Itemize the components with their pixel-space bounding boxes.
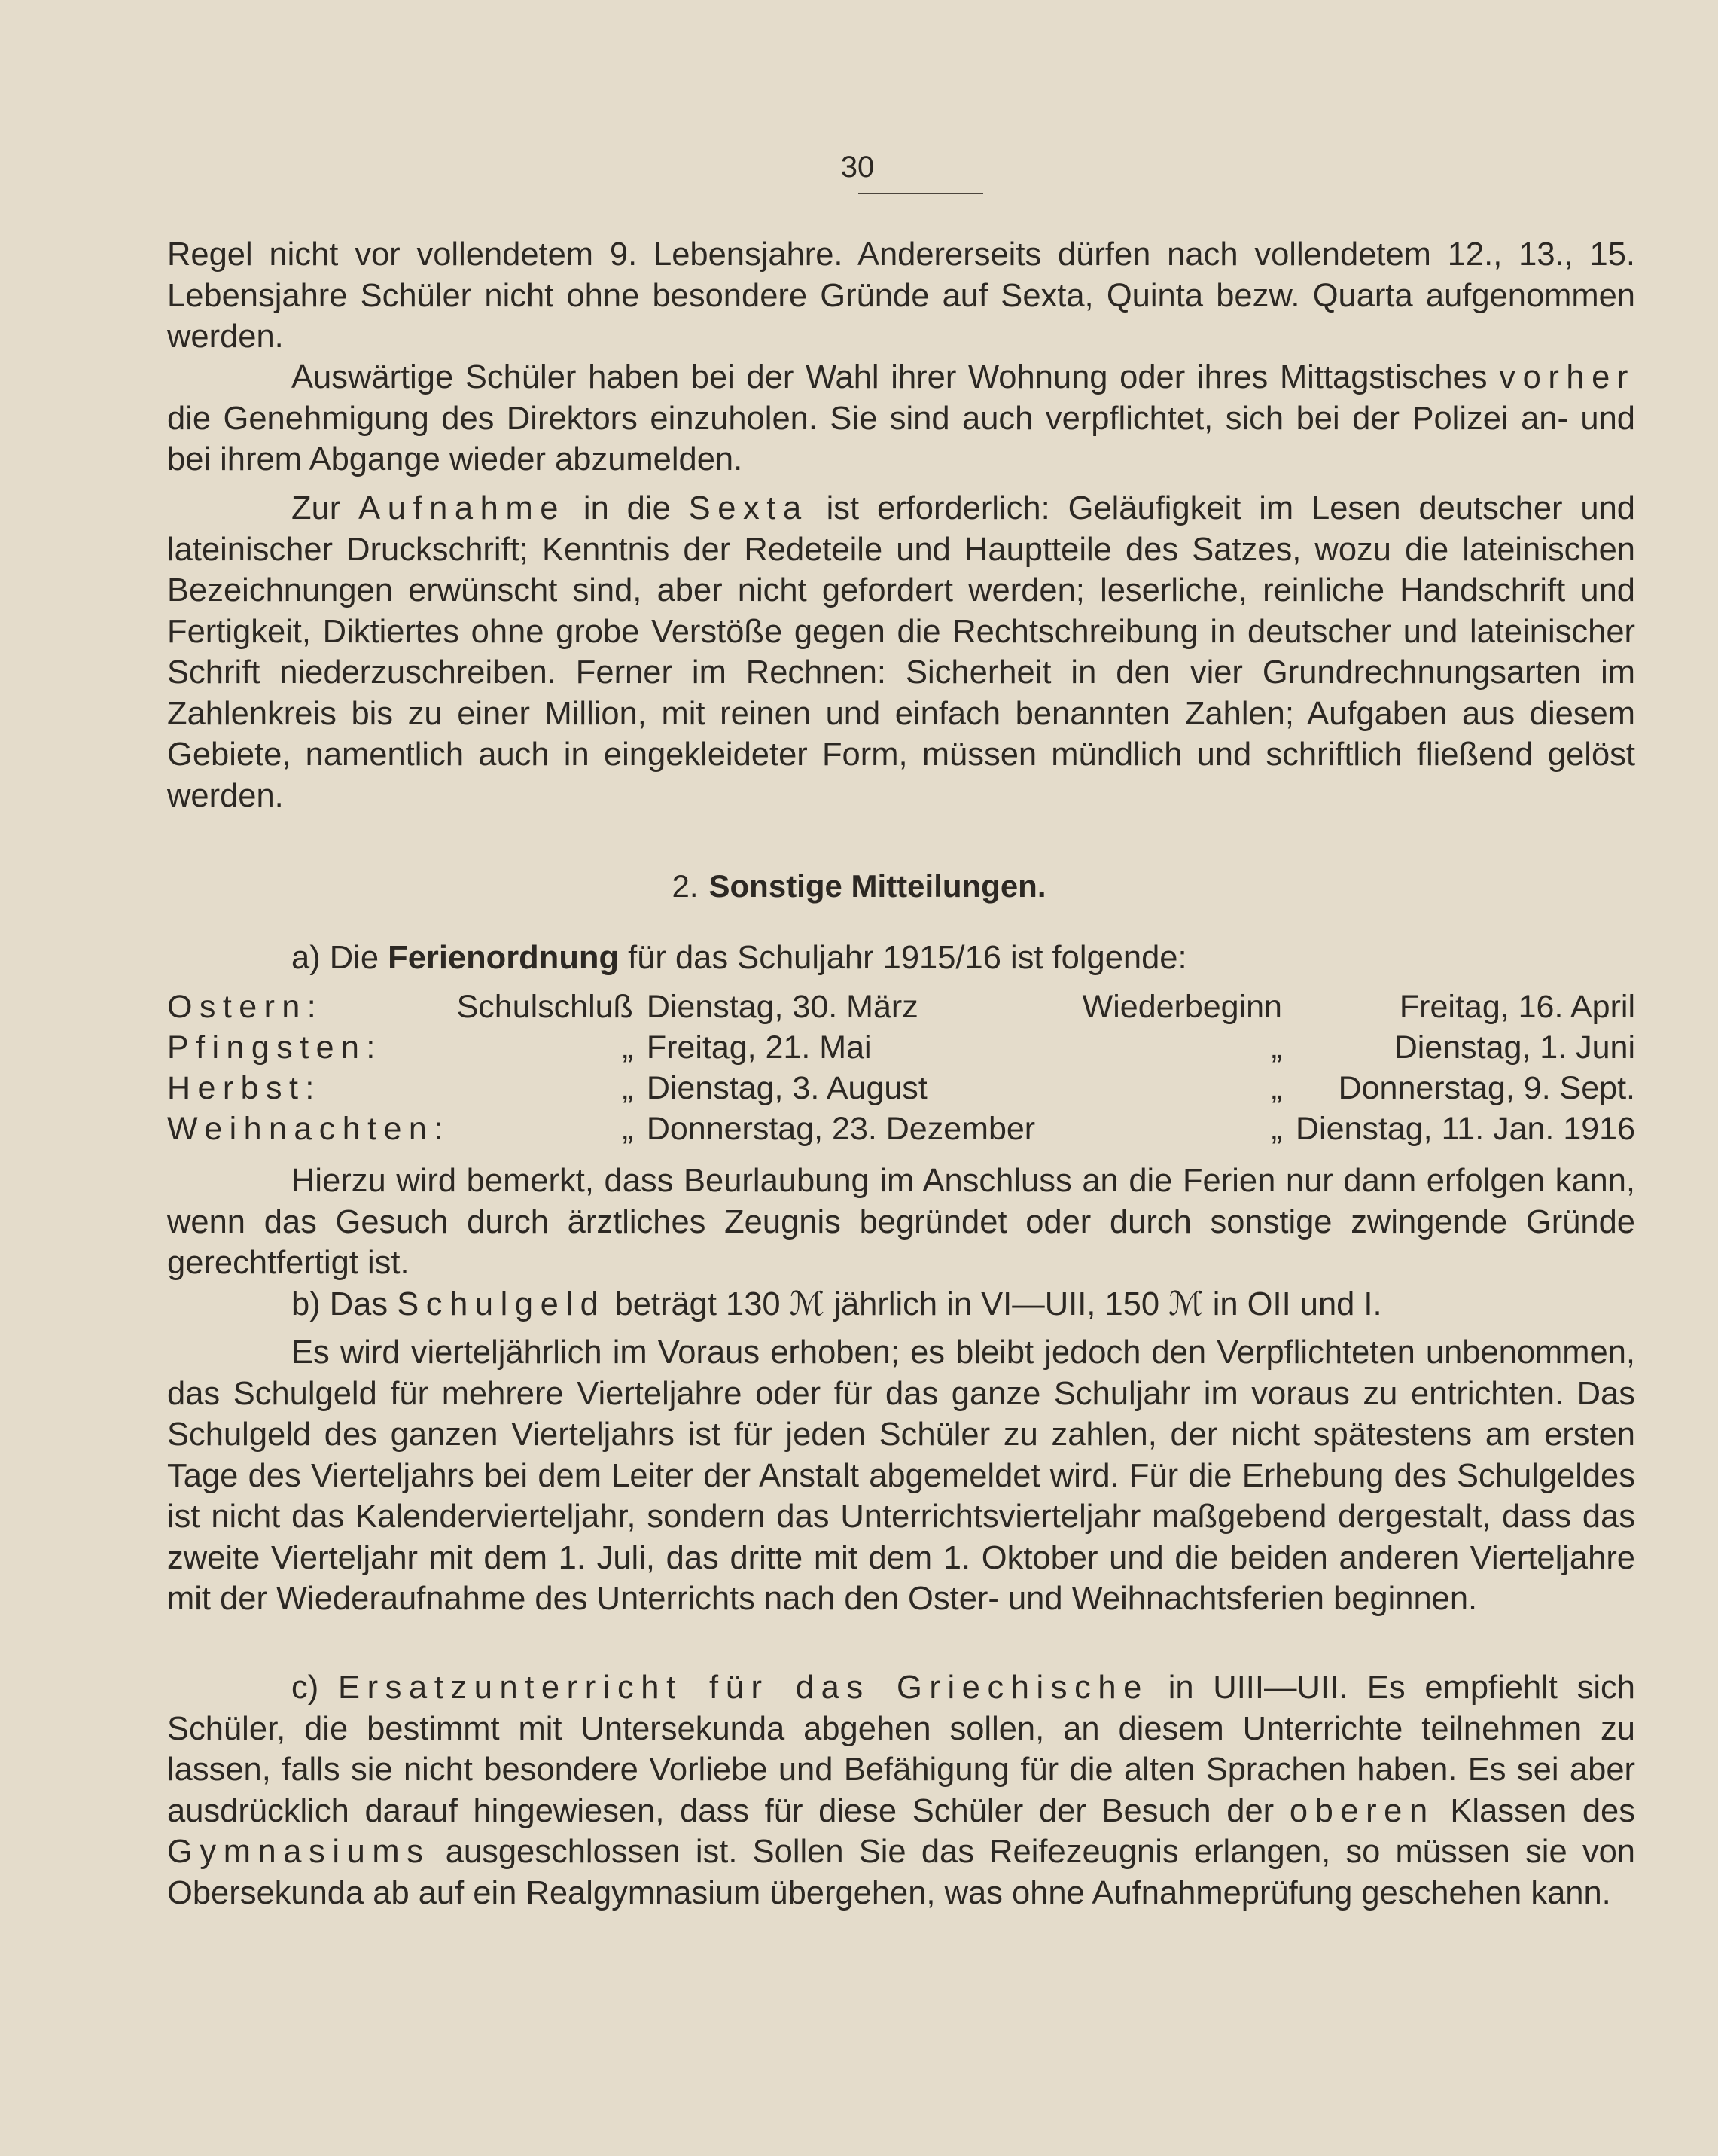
ferienordnung-lead: [167, 938, 1635, 979]
holiday-label-schulschluss: „: [622, 1070, 633, 1106]
holiday-season: Weihnachten:: [167, 1111, 450, 1147]
text-run: für das Schuljahr 1915/16 ist folgende:: [628, 940, 1187, 976]
text-run: in UIII—UII. Es empfiehlt sich Schüler, die bestimmt mit Untersekunda abgehen sollen, an diesem Unterrichte teilnehmen zu lassen, falls sie nicht besondere Vorliebe und Befähigung für die alten Sprachen haben. Es sei aber ausdrücklich darauf hingewiesen, dass für diese Schüler der Besuch der: [167, 1670, 1635, 1829]
paragraph-beurlaubung: Hierzu wird bemerkt, dass Beurlaubung im Anschluss an die Ferien nur dann erfolgen kann, wenn das Gesuch durch ärztliches Zeugnis begründet oder durch sonstige zwingende Gründe gerechtfertigt ist.: [167, 1163, 1635, 1281]
text-run: beträgt 130 ℳ jährlich in VI—UII, 150 ℳ in OII und I.: [614, 1286, 1382, 1322]
holiday-start-day: Freitag, 21. Mai: [646, 1029, 872, 1066]
holiday-end-day: Freitag, 16. April: [1399, 989, 1635, 1025]
paragraph-ersatzunterricht: [167, 1667, 1635, 1914]
holiday-end-day: Donnerstag, 9. Sept.: [1338, 1070, 1635, 1106]
holiday-label-schulschluss: „: [622, 1111, 633, 1147]
spaced-word: Gymnasiums: [167, 1834, 431, 1870]
holiday-label-schulschluss: Schulschluß: [456, 989, 633, 1025]
spaced-word: vorher: [1499, 359, 1635, 395]
holiday-start-day: Dienstag, 30. März: [646, 989, 918, 1025]
text-run: a) Die: [291, 940, 379, 976]
spaced-word: Schulgeld: [397, 1286, 606, 1322]
holiday-season: Herbst:: [167, 1070, 321, 1106]
holiday-row: [167, 1108, 1635, 1149]
holiday-label-wiederbeginn: „: [1271, 1029, 1282, 1066]
holiday-end-day: Dienstag, 1. Juni: [1394, 1029, 1635, 1066]
holiday-label-wiederbeginn: Wiederbeginn: [1082, 989, 1282, 1025]
text-run: c): [291, 1670, 319, 1706]
text-run: die Genehmigung des Direktors einzuholen. Sie sind auch verpflichtet, sich bei der Polizei an- und bei ihrem Abgange wieder abzumelden.: [167, 400, 1635, 477]
holiday-end-day: Dienstag, 11. Jan. 1916: [1295, 1111, 1635, 1147]
text-run: ist erforderlich: Geläufigkeit im Lesen deutscher und lateinischer Druckschrift; Kenntnis der Redeteile und Hauptteile des Satzes, wozu die lateinischen Bezeichnungen erwünscht sind, aber nicht gefordert werden; leserliche, reinliche Handschrift und Fertigkeit, Diktiertes ohne grobe Verstöße gegen die Rechtschreibung in deutscher und lateinischer Schrift niederzuschreiben. Ferner im Rechnen: Sicherheit in den vier Grundrechnungsarten im Zahlenkreis bis zu einer Million, mit reinen und einfach benannten Zahlen; Aufgaben aus diesem Gebiete, namentlich auch in eingekleideter Form, müssen mündlich und schriftlich fließend gelöst werden.: [167, 490, 1635, 814]
section-heading: [0, 866, 1718, 907]
holiday-row: [167, 1027, 1635, 1068]
paragraph-aufnahme-sexta: [167, 488, 1635, 816]
text-run: Zur: [291, 490, 341, 526]
header-rule: [858, 193, 983, 194]
schulgeld-lead: [167, 1284, 1635, 1325]
holiday-row: [167, 987, 1635, 1027]
text-run: in die: [583, 490, 671, 526]
spaced-word: oberen: [1289, 1792, 1435, 1829]
holiday-season: Ostern:: [167, 989, 324, 1025]
spaced-word: Sexta: [688, 490, 809, 526]
paragraph-auswaertige-schueler: [167, 357, 1635, 480]
holiday-label-schulschluss: „: [622, 1029, 633, 1066]
bold-term: Ferienordnung: [388, 940, 620, 976]
holiday-start-day: Dienstag, 3. August: [646, 1070, 928, 1106]
section-title: Sonstige Mitteilungen.: [708, 868, 1046, 904]
text-run: Auswärtige Schüler haben bei der Wahl ihrer Wohnung oder ihres Mittagstisches: [291, 359, 1488, 395]
holiday-table: [167, 987, 1635, 1149]
holiday-start-day: Donnerstag, 23. Dezember: [646, 1111, 1036, 1147]
paragraph-schulgeld: Es wird vierteljährlich im Voraus erhoben; es bleibt jedoch den Verpflichteten unbenommen, das Schulgeld für mehrere Vierteljahre oder für das ganze Schuljahr im voraus zu entrichten. Das Schulgeld des ganzen Vierteljahrs ist für jeden Schüler zu zahlen, der nicht spätestens am ersten Tage des Vierteljahrs bei dem Leiter der Anstalt abgemeldet wird. Für die Erhebung des Schulgeldes ist nicht das Kalendervierteljahr, sondern das Unterrichtsvierteljahr maßgebend dergestalt, dass das zweite Vierteljahr mit dem 1. Juli, das dritte mit dem 1. Oktober und die beiden anderen Vierteljahre mit der Wiederaufnahme des Unterrichts nach den Oster- und Weihnachtsferien beginnen.: [167, 1334, 1635, 1617]
text-run: b) Das: [291, 1286, 388, 1322]
holiday-season: Pfingsten:: [167, 1029, 382, 1066]
text-run: ausgeschlossen ist. Sollen Sie das Reifezeugnis erlangen, so müssen sie von Obersekunda ab auf ein Realgymnasium übergehen, was ohne Aufnahmeprüfung geschehen kann.: [167, 1834, 1635, 1911]
holiday-label-wiederbeginn: „: [1271, 1070, 1282, 1106]
holiday-row: [167, 1068, 1635, 1108]
text-run: Klassen des: [1450, 1792, 1635, 1829]
holiday-label-wiederbeginn: „: [1271, 1111, 1282, 1147]
paragraph-aufnahme-alter: Regel nicht vor vollendetem 9. Lebensjahre. Andererseits dürfen nach vollendetem 12., 13., 15. Lebensjahre Schüler nicht ohne besondere Gründe auf Sexta, Quinta bezw. Quarta aufgenommen werden.: [167, 236, 1635, 355]
section-number: 2.: [672, 868, 699, 904]
spaced-word: Aufnahme: [358, 490, 566, 526]
page-number: 30: [840, 151, 875, 184]
spaced-word: Ersatzunterricht für das Griechische: [338, 1670, 1149, 1706]
